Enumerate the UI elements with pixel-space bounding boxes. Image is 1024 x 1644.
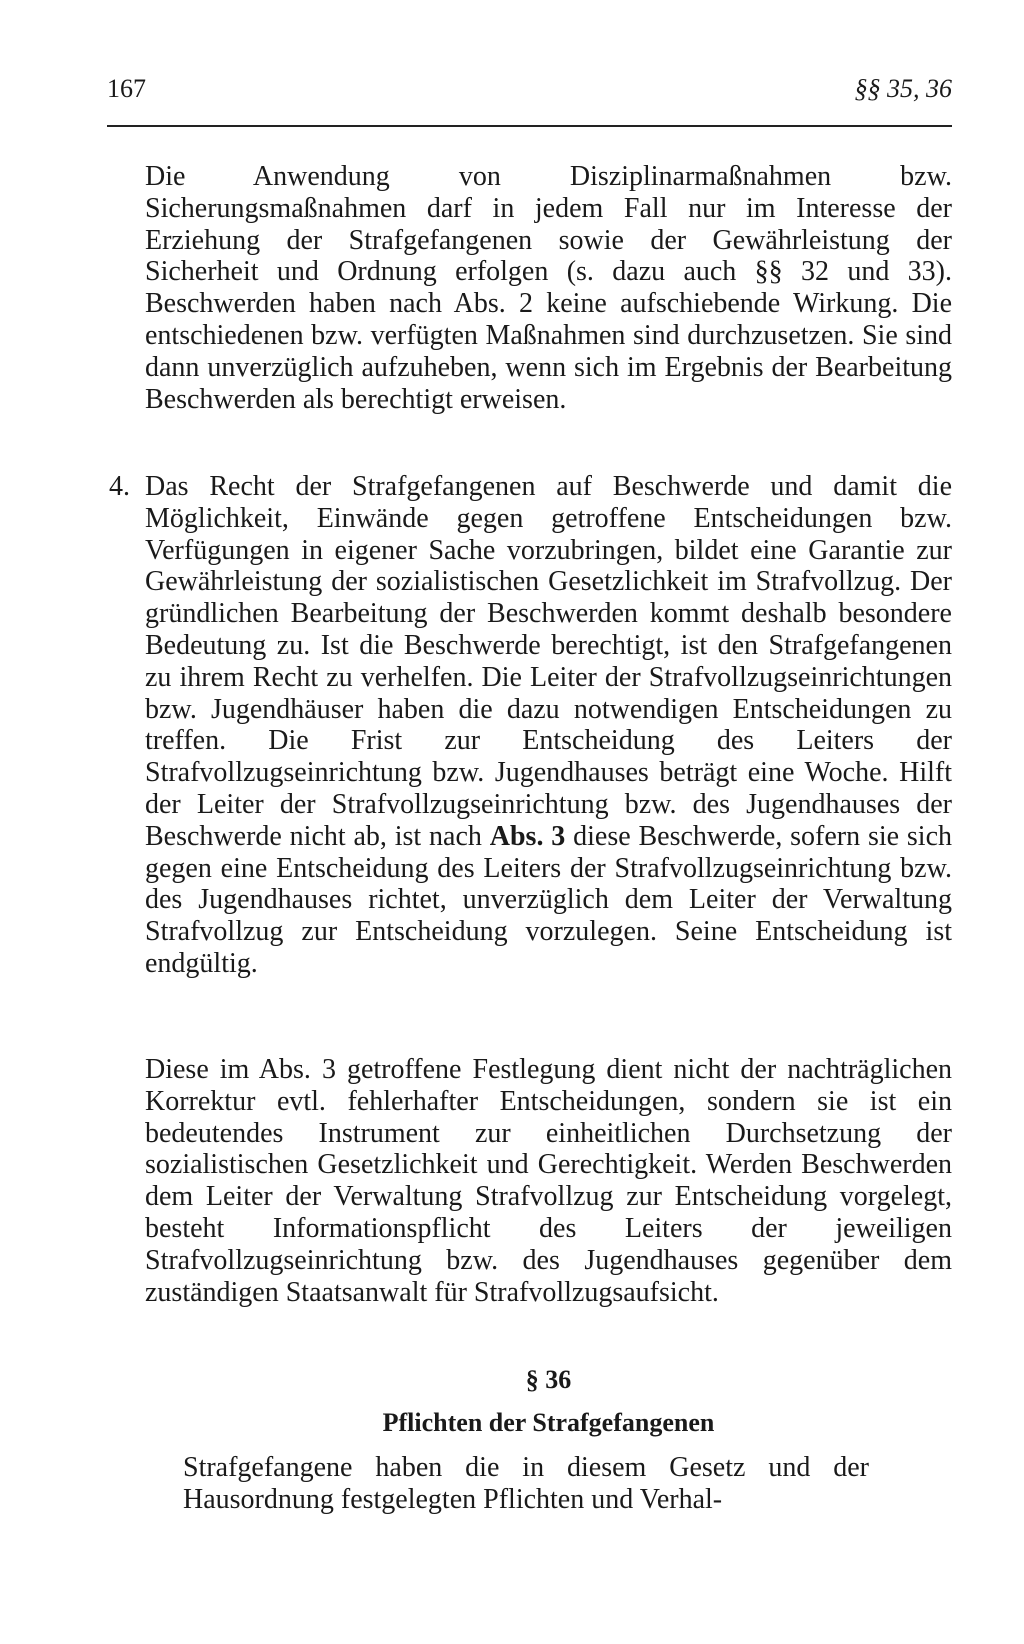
paragraph-commentary-4-continued: Diese im Abs. 3 getroffene Festlegung dient nicht der nachträglichen Korrektur evtl. fehlerhafter Entscheidungen, sondern sie ist ein bedeutendes Instrument zur einheitlichen Durchsetzung der sozialistischen Gesetzlichkeit und Gerechtigkeit. Werden Beschwerden dem Leiter der Verwaltung Strafvollzug zur Entscheidung vorgelegt, besteht Informationspflicht des Leiters der jeweiligen Strafvollzugseinrichtung bzw. des Jugendhauses gegenüber dem zuständigen Staatsanwalt für Strafvollzugsaufsicht.	[145, 1054, 952, 1308]
item4-bold-reference: Abs. 3	[489, 820, 566, 852]
header-rule	[107, 125, 952, 127]
running-section-reference: §§ 35, 36	[854, 74, 952, 103]
section-title: Pflichten der Strafgefangenen	[382, 1408, 715, 1437]
section-number: § 36	[525, 1365, 572, 1394]
page-number: 167	[107, 74, 146, 103]
paragraph-commentary-3: Die Anwendung von Disziplinarmaßnahmen bzw. Sicherungsmaßnahmen darf in jedem Fall nur im Interesse der Erziehung der Strafgefangenen sowie der Gewährleistung der Sicherheit und Ordnung erfolgen (s. dazu auch §§ 32 und 33). Beschwerden haben nach Abs. 2 keine aufschiebende Wirkung. Die entschiedenen bzw. verfügten Maßnahmen sind durchzusetzen. Sie sind dann unverzüglich aufzuheben, wenn sich im Ergebnis der Bearbeitung Beschwerden als berechtigt erweisen.	[145, 161, 952, 415]
section-36-text: Strafgefangene haben die in diesem Gesetz und der Hausordnung festgelegten Pflichten und Verhal-	[183, 1452, 869, 1515]
item4-text-after: diese Beschwerde, sofern sie sich gegen eine Entscheidung des Leiters der Strafvollzugseinrichtung bzw. des Jugendhauses richtet, unverzüglich dem Leiter der Verwaltung Strafvollzug zur Entscheidung vorzulegen. Seine Entscheidung ist endgültig.	[145, 820, 953, 979]
item4-text-before: Das Recht der Strafgefangenen auf Beschwerde und damit die Möglichkeit, Einwände gegen getroffene Entscheidungen bzw. Verfügungen in eigener Sache vorzubringen, bildet eine Garantie zur Gewährleistung der sozialistischen Gesetzlichkeit im Strafvollzug. Der gründlichen Bearbeitung der Beschwerden kommt deshalb besondere Bedeutung zu. Ist die Beschwerde berechtigt, ist den Strafgefangenen zu ihrem Recht zu verhelfen. Die Leiter der Strafvollzugseinrichtungen bzw. Jugendhäuser haben die dazu notwendigen Entscheidungen zu treffen. Die Frist zur Entscheidung des Leiters der Strafvollzugseinrichtung bzw. Jugendhauses beträgt eine Woche. Hilft der Leiter der Strafvollzugseinrichtung bzw. des Jugendhauses der Beschwerde nicht ab, ist nach	[145, 471, 952, 852]
item-number-4: 4.	[109, 471, 130, 502]
paragraph-commentary-4	[145, 471, 952, 980]
page-header	[107, 74, 952, 108]
